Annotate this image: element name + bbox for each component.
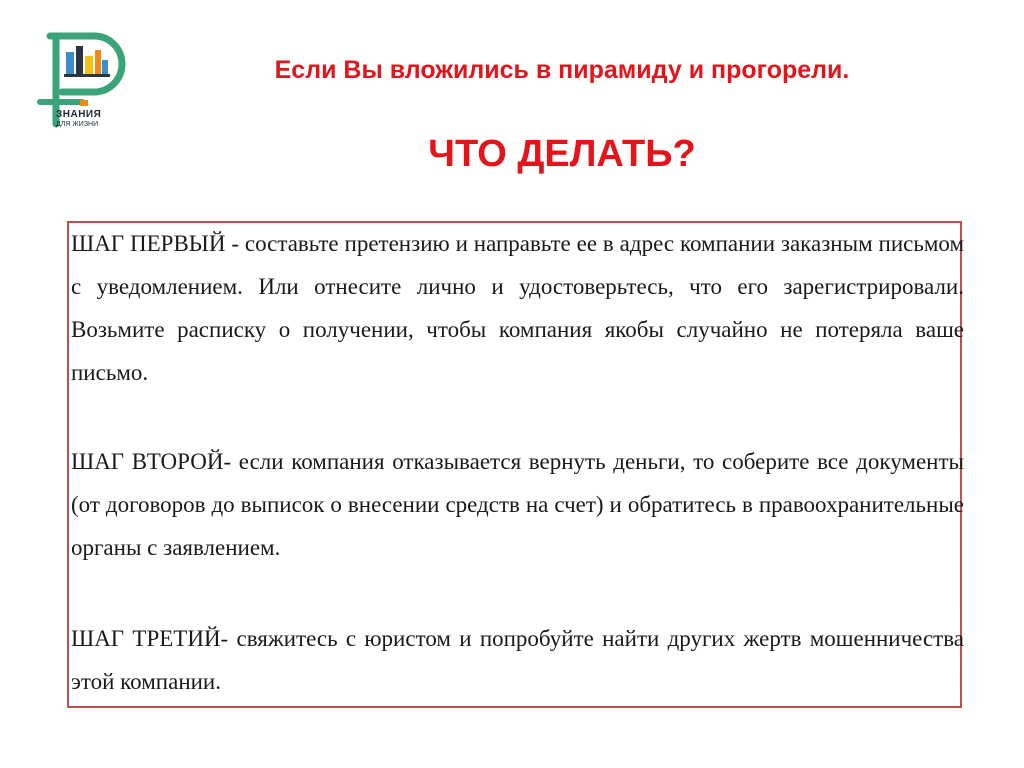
logo-line-2: ДЛЯ ЖИЗНИ bbox=[56, 121, 99, 128]
page-title: Если Вы вложились в пирамиду и прогорели. bbox=[274, 56, 850, 84]
logo-line-1: ЗНАНИЯ bbox=[56, 109, 102, 120]
step-three-text: ШАГ ТРЕТИЙ- свяжитесь с юристом и попробуйте найти других жертв мошенничества этой компании. bbox=[71, 626, 964, 694]
page-subtitle: ЧТО ДЕЛАТЬ? bbox=[428, 133, 696, 175]
step-one-text: ШАГ ПЕРВЫЙ - составьте претензию и направьте ее в адрес компании заказным письмом с уведомлением. Или отнесите лично и удостоверьтесь, что его зарегистрировали. Возьмите расписку о получении, чтобы компания якобы случайно не потеряла ваше письмо. bbox=[71, 231, 964, 385]
logo-caption bbox=[56, 110, 101, 128]
step-two-text: ШАГ ВТОРОЙ- если компания отказывается вернуть деньги, то соберите все документы (от договоров до выписок о внесении средств на счет) и обратитесь в правоохранительные органы с заявлением. bbox=[71, 449, 964, 560]
